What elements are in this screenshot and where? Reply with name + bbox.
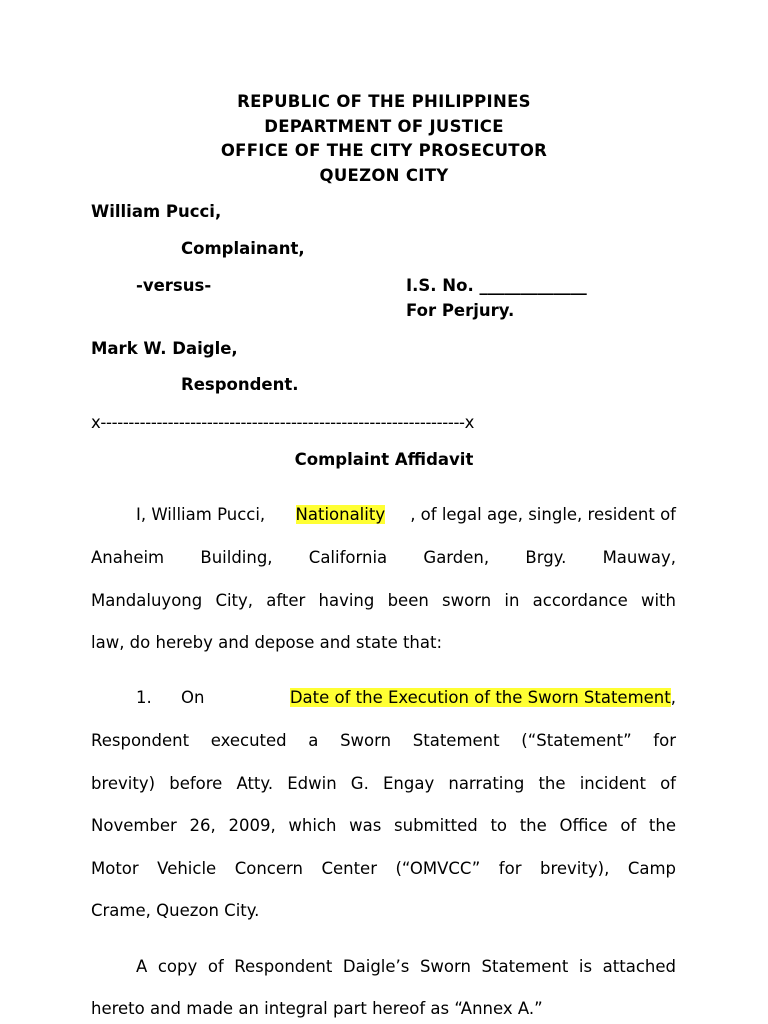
execution-date-highlight: Date of the Execution of the Sworn Statement — [289, 688, 671, 707]
intro-line-3: Mandaluyong City, after having been sworn in accordance with — [91, 590, 676, 610]
item-1-line-3: brevity) before Atty. Edwin G. Engay narrating the incident of — [91, 773, 676, 793]
intro-line-1-post: , of legal age, single, resident of — [410, 505, 676, 524]
annex-line-1: A copy of Respondent Daigle’s Sworn Statement is attached — [136, 957, 676, 976]
item-1-line-2: Respondent executed a Sworn Statement (“Statement” for — [91, 731, 676, 750]
intro-line-2: Anaheim Building, California Garden, Brgy. Mauway, — [91, 548, 676, 567]
intro-line-1 — [136, 505, 676, 524]
item-1-highlight-wrap — [290, 688, 676, 707]
item-1-line-4: November 26, 2009, which was submitted to the Office of the — [91, 816, 676, 835]
caption-separator: x-----------------------------------------------------------------x — [91, 413, 475, 432]
annex-line-2: hereto and made an integral part hereof as “Annex A.” — [91, 999, 543, 1018]
item-1-comma: , — [670, 688, 676, 707]
header-city: QUEZON CITY — [319, 166, 449, 186]
respondent-name: Mark W. Daigle, — [91, 339, 238, 358]
header-republic: REPUBLIC OF THE PHILIPPINES — [237, 92, 531, 111]
item-1-on: On — [181, 688, 205, 707]
item-1-paragraph — [91, 720, 676, 933]
annex-line-1-wrap — [136, 957, 676, 976]
charge-label: For Perjury. — [406, 301, 515, 320]
versus-label: -versus- — [136, 276, 212, 295]
intro-line-4: law, do hereby and depose and state that: — [91, 633, 443, 652]
header-office: OFFICE OF THE CITY PROSECUTOR — [220, 141, 548, 161]
case-number-field: I.S. No. _____________ — [406, 276, 587, 295]
complainant-role: Complainant, — [181, 239, 305, 258]
complainant-name: William Pucci, — [91, 202, 222, 221]
intro-paragraph — [91, 537, 676, 665]
item-1-line-5: Motor Vehicle Concern Center (“OMVCC” for brevity), Camp — [91, 858, 676, 878]
item-1-number: 1. — [136, 688, 152, 707]
header-department: DEPARTMENT OF JUSTICE — [264, 116, 504, 136]
item-1-line-6: Crame, Quezon City. — [91, 901, 260, 920]
document-title: Complaint Affidavit — [294, 450, 474, 469]
respondent-role: Respondent. — [181, 375, 299, 394]
nationality-highlight: Nationality — [295, 505, 386, 524]
item-1-line-1 — [181, 688, 676, 707]
intro-line-1-pre: I, William Pucci, — [136, 505, 271, 524]
document-header — [0, 90, 768, 189]
